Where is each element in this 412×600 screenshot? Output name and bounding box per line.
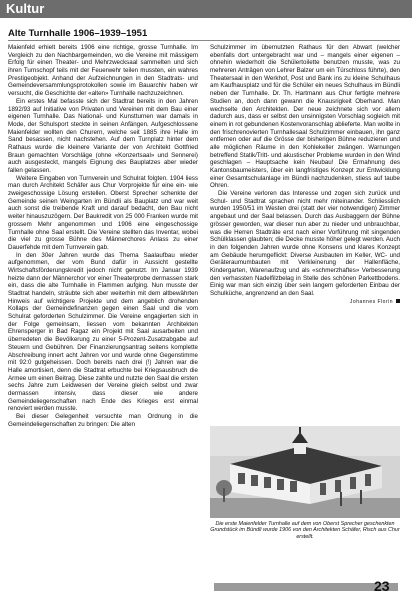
text-column-right [210,44,400,419]
turnhalle-photo [210,426,400,518]
article-title: Alte Turnhalle 1906–1939–1951 [8,28,148,39]
page-number: 23 [374,578,390,594]
author-name: Johannes Florin [349,298,393,305]
paragraph: Bei dieser Gelegenheit versuchte man Ordnung in die Gemeindeliegenschaften zu bringen: Die alten [8,413,198,428]
photo-caption: Die erste Maienfelder Turnhalle auf dem von Oberst Sprecher geschenkten Grundstück im Bündli wurde 1906 von den Architekten Schäfer, Risch aus Chur erstellt. [210,521,400,540]
paragraph: Die Vereine verloren das Interesse und zogen sich zurück und Schul- und Stadtrat sprachen nicht mehr miteinander. Schliesslich wurden 1950/51 im Westen drei (statt der vier notwendigen) Zimmer angebaut und der Saal belassen. Durch das Ausbaggern der Bühne grösser geworden, war dieser nun aber zu nieder und unbrauchbar, was die Herren Stadträte erst nach einer Vorführung mit singenden Schülklassen glaubten; die Decke musste höher gelegt werden. Auch in den folgenden Jahren wurde ohne Konsens und klares Konzept am Gebäude herumgeflickt: Diverse Ausbauten im Keller, WC- und Geräteraumumbauten mit Verkleinerung der Hallenfläche, Kindergarten, Warenaufzug und als «schmerzhaftes» Verbesserung den verhassten Nadelfilzbelag in Stelle des schönen Parkettbodens. Einig war man sich einzig über sein langem geforderten Einbau der Schulküche, angrenzend an den Saal. [210,190,400,297]
paragraph: Schulzimmer im übernutzten Rathaus für den Abwart (welcher ebenfalls dort untergebracht war und – mangels einer eigenen – ohnehin wiederholt die Schülertoilette benutzen musste, was zu mehreren Anträgen von Lehrer Balzer um ein Türschloss führte), den Theatersaal in den Werkhof, Post und Bank ins zu kleine Schulhaus am Kaufhausplatz und für die Schüler ein neues Schulhaus im Bündli neben der Turnhalle. Dr. Th. Hartmann aus Chur fertigte mehrere Studien an, doch dann gewann die Knausrigkeit Oberhand. Man wechselte den Architekten. Der neue zeichnete sich vor allem dadurch aus, dass er selbst den unsinnigsten Vorschlag sogleich mit einem in rot gebundenen Kostenvoranschlag ablieferte. Man wollte in den frischrenovierten Turnhallesaal Schulzimmer einbauen, ihn ganz entfernen oder auf die Grösse der bisherigen Bühne reduzieren und alle möglichen Räume in den Kohlekeller zwängen. Warnungen betreffend Statik/Tritt- und akustischer Probleme wurden in den Wind geschlagen – Hauptsache kein Neubau! Die Ermahnung des Kantonsbaumeisters, über ein langfristiges Konzept zur Entwicklung einer Gesamtschulanlage im Bündli nachzudenken, stiess auf taube Ohren. [210,44,400,190]
page-footer-bar [214,583,398,591]
section-header-bar [0,0,412,18]
text-column-left [8,44,198,596]
end-mark-icon [396,299,400,303]
paragraph: In den 30er Jahren wurde das Thema Saalaufbau wieder aufgenommen, der vom Bund dafür in Aussicht gestellte Wirtschaftsförderungskredit jedoch nicht genutzt. Im Januar 1939 heizte dann der Männerchor vor einer Theaterprobe dermassen stark ein, dass die alte Turnhalle in Flammen aufging. Nun musste der Stadtrat handeln, sträubte sich aber weiterhin mit dem altbewährten Hinweis auf wichtigere Projekte und dem angeblich drohenden Kollaps der Gemeindefinanzen gegen einen Saal und die vom Schulrat geforderten Schulzimmer. Die Vereine engagierten sich in der Folge gemeinsam, liessen vom bekannten Architekten Ehrensperger in Bad Ragaz ein Projekt mit Saal ausarbeiten und überredeten die Bevölkerung zu einer 5-Prozent-Zusatzabgabe auf Steuern und Gebühren. Der Finanzierungsantrag seitens komplette Abschreibung innert acht Jahren vor und wurde ohne Gegenstimme mit 92:0 gutgeheissen. Doch bereits nach drei (!) Jahren war die Halle amortisiert, denn die Stadtrat erbuchte bei Kriegsausbruch die Armee um einen Beitrag. Diese zahlte und nutzte den Saal die ersten sechs Jahre zum Leidwesen der Vereine gleich selbst und zwar dermassen intensiv, dass dieser wie andere Gemeindeliegenschaften nach Ende des Krieges erst einmal renoviert werden musste. [8,251,198,413]
paragraph: Weitere Eingaben von Turnverein und Schulrat folgten. 1904 liess man durch Architekt Schäfer aus Chur Vorprojekte für eine ein- wie zweigeschossige Lösung erstellen. Oberst Sprecher schenkte der Gemeinde seinen Weingarten im Bündli als Bauplatz und war weit auch sonst die treibende Kraft und darauf bedacht, den Bau nicht weiter hinauszuzögern. Der Baukredit von 25 000 Franken wurde mit grossem Mehr angenommen und 1906 eine eingeschossige Turnhalle ohne Saal erstellt. Die Vereine stellten das Inventar, wobei die viel zu grosse Bühne des Männerchores Anlass zu einer Dauerfehde mit dem Turnverein gab. [8,174,198,251]
section-title: Kultur [6,1,45,16]
paragraph: Ein erstes Mal befasste sich der Stadtrat bereits in den Jahren 1892/93 auf Initiative von Privaten und Vereinen mit dem Bau einer eigenen Turnhalle. Das National- und Kunstturnen war damals in Mode, der Schulsport steckte in seinen Anfängen. Aufgeschlossene Maienfelder wollten den Churern, welche seit 1885 ihre Halle im Sand besassen, nicht nachstehen. Auf dem Turnplatz hinter dem Rathaus wurde die kleinere Variante der von Architekt Gottfried Braun gemachten Vorschläge (ohne «Konzertsaal» und Sennerei) auch ausgesteckt, mangels Eignung des Bauplatzes aber wieder fallen gelassen. [8,97,198,174]
building-illustration [210,426,400,518]
author-line [210,299,400,307]
title-divider [8,40,400,41]
paragraph: Maienfeld erhielt bereits 1906 eine richtige, grosse Turnhalle. Im Vergleich zu den Nachbargemeinden, wo die Vereine mit mässigem Erfolg für einen Theater- und Mehrzwecksaal sammelten und sich ihren Turnschopf teils mit der Feuerwehr teilen mussten, ein wahres Prestigeobjekt. Anhand der Aufzeichnungen in den Stadtrats- und Gemeindeversammlungsprotokollen sowie im Bauarchiv haben wir versucht, die Geschichte der «alten» Turnhalle nachzuzeichnen. [8,44,198,98]
